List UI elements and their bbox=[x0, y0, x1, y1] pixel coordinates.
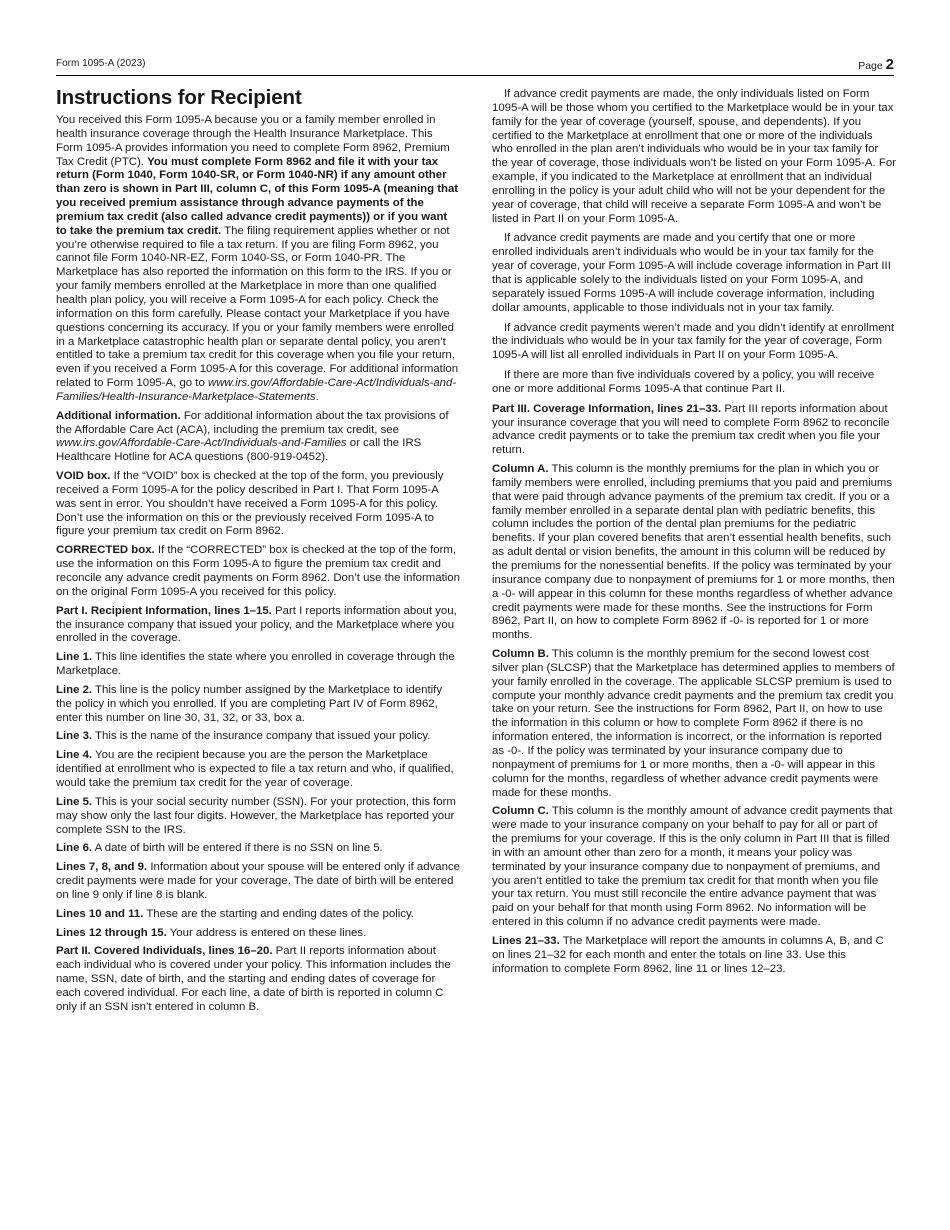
line2-paragraph: Line 2. This line is the policy number assigned by the Marketplace to identify the policy in which you enrolled. If you are completing Part IV of Form 8962, enter this number on line 30, 31, 32, or 33, box a. bbox=[56, 683, 443, 724]
page-header bbox=[56, 56, 894, 76]
more-than-five-paragraph: If there are more than five individuals covered by a policy, you will receive one or more additional Forms 1095-A that continue Part II. bbox=[492, 369, 875, 395]
intro-paragraph: You received this Form 1095-A because you or a family member enrolled in health insurance coverage through the Health Insurance Marketplace. This Form 1095-A provides information you need to complete Form 8962, Premium Tax Credit (PTC). You must complete Form 8962 and file it with your tax return (Form 1040, Form 1040-SR, or Form 1040-NR) if any amount other than zero is shown in Part III, column C, of this Form 1095-A (meaning that you received premium assistance through advance payments of the premium tax credit (also called advance credit payments)) or if you want to take the premium tax credit. The filing requirement applies whether or not you’re otherwise required to file a tax return. If you are filing Form 8962, you cannot file Form 1040-NR-EZ, Form 1040-SS, or Form 1040-PR. The Marketplace has also reported the information on this form to the IRS. If you or your family members enrolled at the Marketplace in more than one qualified health plan policy, you will receive a Form 1095-A for each policy. Check the information on this form carefully. Please contact your Marketplace if you have questions concerning its accuracy. If you or your family members were enrolled in a Marketplace catastrophic health plan or separate dental policy, you aren’t entitled to take a premium tax credit for this coverage when you file your return, even if you received a Form 1095-A for this coverage. For additional information related to Form 1095-A, go to www.irs.gov/Affordable-Care-Act/Individuals-and-Families/Health-Insurance-Marketplace-Statements. bbox=[56, 114, 459, 403]
line3-paragraph: Line 3. This is the name of the insurance company that issued your policy. bbox=[56, 730, 431, 743]
column-a-paragraph: Column A. This column is the monthly premiums for the plan in which you or family members were enrolled, including premiums that you paid and premiums that were paid through advance payments of the premium tax credit. If you or a family member enrolled in a separate dental plan with pediatric benefits, this column includes the portion of the dental plan premiums for the pediatric benefits. If your plan covered benefits that aren’t essential health benefits, such as adult dental or vision benefits, the amount in this column will be reduced by the premiums for the nonessential benefits. If the policy was terminated by your insurance company due to nonpayment of premiums for 1 or more months, then a -0- will appear in this column for these months regardless of whether advance credit payments were made for these months. See the instructions for Form 8962, Part II, on how to complete Form 8962 if -0- is reported for 1 or more months. bbox=[492, 463, 895, 642]
page-number: 2 bbox=[885, 56, 894, 73]
lines21-33-paragraph: Lines 21–33. The Marketplace will report the amounts in columns A, B, and C on lines 21–32 for each month and enter the totals on line 33. Use this information to complete Form 8962, line 11 or lines 12–23. bbox=[492, 934, 884, 975]
part3-paragraph: Part III. Coverage Information, lines 21–33. Part III reports information about your insurance coverage that you will need to complete Form 8962 to reconcile advance credit payments or to take the premium tax credit when you file your return. bbox=[492, 402, 890, 457]
page-word: Page bbox=[858, 60, 883, 72]
column-c-paragraph: Column C. This column is the monthly amount of advance credit payments that were made to your insurance company on your behalf to pay for all or part of the premiums for your coverage. If this is the only column in Part III that is filled in with an amount other than zero for a month, it means your policy was terminated by your insurance company due to nonpayment of premiums, and you aren’t entitled to take the premium tax credit for that month when you file your tax return. You must still reconcile the entire advance payment that was paid on your behalf for that month using Form 8962. No information will be entered in this column if no advance credit payments were made. bbox=[492, 805, 893, 929]
lines12-15-paragraph: Lines 12 through 15. Your address is entered on these lines. bbox=[56, 926, 367, 939]
advance-payments-paragraph-2: If advance credit payments are made and you certify that one or more enrolled individuals aren’t individuals who would be in your tax family for the year of coverage, your Form 1095-A will include coverage information in Part III that is applicable solely to the individuals listed on your Form 1095-A, and separately issued Forms 1095-A will include coverage information, including dollar amounts, applicable to those individuals not in your tax family. bbox=[492, 232, 891, 314]
page-label bbox=[858, 56, 894, 73]
lines7-9-paragraph: Lines 7, 8, and 9. Information about your spouse will be entered only if advance credit payments were made for your coverage. The date of birth will be entered on line 9 only if line 8 is blank. bbox=[56, 861, 460, 901]
line6-paragraph: Line 6. A date of birth will be entered if there is no SSN on line 5. bbox=[56, 842, 383, 855]
additional-info-paragraph: Additional information. For additional information about the tax provisions of the Affordable Care Act (ACA), including the premium tax credit, see www.irs.gov/Affordable-Care-Act/Individuals-and-Families or call the IRS Healthcare Hotline for ACA questions (800-919-0452). bbox=[56, 409, 449, 464]
page-title: Instructions for Recipient bbox=[56, 86, 302, 109]
marketplace-statements-link[interactable]: www.irs.gov/Affordable-Care-Act/Individuals-and-Families/Health-Insurance-Marketplace-Statements bbox=[56, 377, 457, 403]
void-box-paragraph: VOID box. If the “VOID” box is checked at the top of the form, you previously received a Form 1095-A for the policy described in Part I. That Form 1095-A was sent in error. You shouldn’t have received a Form 1095-A for this policy. Don’t use the information on this or the previously received Form 1095-A to figure your premium tax credit on Form 8962. bbox=[56, 470, 444, 538]
column-b-paragraph: Column B. This column is the monthly premium for the second lowest cost silver plan (SLCSP) that the Marketplace has determined applies to members of your family enrolled in the coverage. The applicable SLCSP premium is used to compute your monthly advance credit payments and the premium tax credit you take on your return. See the instructions for Form 8962, Part II, on how to use the information in this column or how to complete Form 8962 if there is no information entered, the information is incorrect, or the information is reported as -0-. If the policy was terminated by your insurance company due to nonpayment of premiums for 1 or more months, then a -0- will appear in this column for the months, regardless of whether advance credit payments were made for these months. bbox=[492, 648, 895, 799]
corrected-box-paragraph: CORRECTED box. If the “CORRECTED” box is checked at the top of the form, use the information on this Form 1095-A to figure the premium tax credit and reconcile any advance credit payments on Form 8962. Don’t use the information on the original Form 1095-A you received for this policy. bbox=[56, 544, 460, 598]
aca-individuals-link[interactable]: www.irs.gov/Affordable-Care-Act/Individuals-and-Families bbox=[56, 437, 347, 450]
lines10-11-paragraph: Lines 10 and 11. These are the starting and ending dates of the policy. bbox=[56, 907, 414, 920]
part2-paragraph: Part II. Covered Individuals, lines 16–20. Part II reports information about each individual who is covered under your policy. This information includes the name, SSN, date of birth, and the starting and ending dates of coverage for each covered individual. For each line, a date of birth is reported in column C only if an SSN isn’t entered in column B. bbox=[56, 945, 451, 1013]
line1-paragraph: Line 1. This line identifies the state where you enrolled in coverage through the Marketplace. bbox=[56, 651, 455, 678]
advance-payments-paragraph-3: If advance credit payments weren’t made and you didn’t identify at enrollment the individuals who would be in your tax family for the year of coverage, Form 1095-A will list all enrolled individuals in Part II on your Form 1095-A. bbox=[492, 321, 895, 362]
form-id: Form 1095-A (2023) bbox=[56, 58, 146, 69]
advance-payments-paragraph-1: If advance credit payments are made, the only individuals listed on Form 1095-A will be those whom you certified to the Marketplace would be in your tax family for the year of coverage (yourself, spouse, and dependents). If you certified to the Marketplace at enrollment that one or more of the individuals who enrolled in the plan aren’t individuals who would be in your tax family for the year of coverage, those individuals won’t be listed on your Form 1095-A. For example, if you indicated to the Marketplace at enrollment that an individual enrolling in the policy is your adult child who will not be your dependent for the year of coverage, that child will receive a separate Form 1095-A and won’t be listed in Part II on your Form 1095-A. bbox=[492, 88, 896, 225]
left-column bbox=[56, 86, 460, 1020]
right-column bbox=[492, 88, 896, 981]
part1-paragraph: Part I. Recipient Information, lines 1–15. Part I reports information about you, the insurance company that issued your policy, and the Marketplace where you enrolled in the coverage. bbox=[56, 604, 457, 645]
line5-paragraph: Line 5. This is your social security number (SSN). For your protection, this form may show only the last four digits. However, the Marketplace has reported your complete SSN to the IRS. bbox=[56, 795, 456, 836]
line4-paragraph: Line 4. You are the recipient because you are the person the Marketplace identified at enrollment who is expected to file a tax return and who, if qualified, would take the premium tax credit for the year of coverage. bbox=[56, 749, 454, 789]
